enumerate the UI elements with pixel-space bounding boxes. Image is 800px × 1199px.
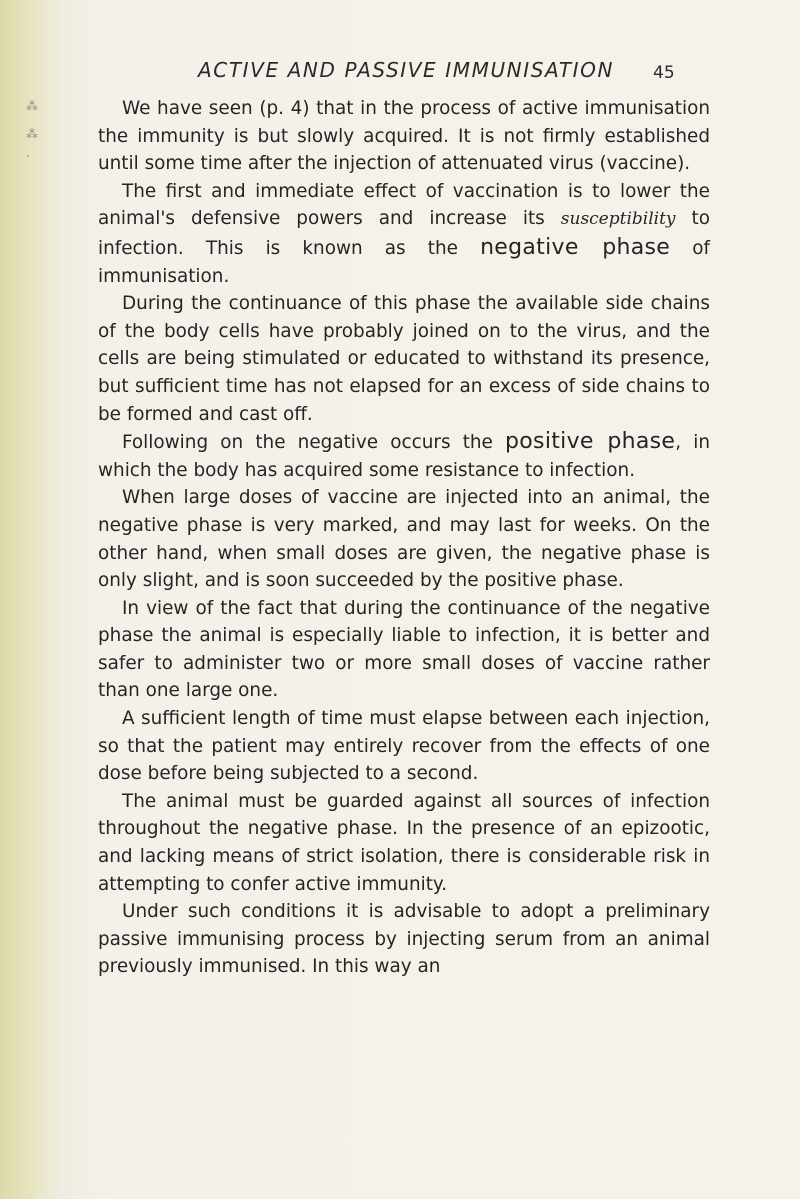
paragraph: Under such conditions it is advisable to adopt a preliminary passive immunising process by injecting serum from an animal previously immunised. In this way an <box>98 901 710 978</box>
body-text <box>98 95 710 981</box>
page-number: 45 <box>653 63 675 83</box>
emphasis-text: susceptibility <box>560 209 676 230</box>
text-run: The first and immediate effect of vaccination is to lower the animal's defensive powers and increase its <box>98 180 710 230</box>
margin-mark: ⁂ <box>26 99 38 113</box>
paragraph: In view of the fact that during the continuance of the negative phase the animal is especially liable to infection, it is better and safer to administer two or more small doses of vaccine rather than one large one. <box>98 597 710 702</box>
paragraph: We have seen (p. 4) that in the process of active immunisation the immunity is but slowly acquired. It is not firmly established until some time after the injection of attenuated virus (vaccine). <box>98 98 710 175</box>
text-run: to infection. This is known as the <box>98 208 710 259</box>
text-run: of immunisation. <box>98 237 710 287</box>
paragraph <box>98 178 710 290</box>
margin-mark: · <box>26 149 30 163</box>
paragraph: A sufficient length of time must elapse between each injection, so that the patient may entirely recover from the effects of one dose before being subjected to a second. <box>98 708 710 785</box>
paragraph <box>98 428 710 484</box>
key-term: negative phase <box>480 234 671 260</box>
text-run: Following on the negative occurs the <box>122 432 506 454</box>
paragraph: During the continuance of this phase the available side chains of the body cells have probably joined on to the virus, and the cells are being stimulated or educated to withstand its presence, but sufficient time has not elapsed for an excess of side chains to be formed and cast off. <box>98 293 710 425</box>
page-header <box>0 58 800 88</box>
key-term: positive phase <box>505 429 676 455</box>
margin-mark: ⁂ <box>26 127 38 141</box>
running-title: ACTIVE AND PASSIVE IMMUNISATION <box>198 58 615 82</box>
text-run: , in which the body has acquired some resistance to infection. <box>98 432 710 481</box>
paragraph: When large doses of vaccine are injected into an animal, the negative phase is very marked, and may last for weeks. On the other hand, when small doses are given, the negative phase is only slight, and is soon succeeded by the positive phase. <box>98 487 710 592</box>
paragraph: The animal must be guarded against all sources of infection throughout the negative phase. In the presence of an epizootic, and lacking means of strict isolation, there is considerable risk in attempting to confer active immunity. <box>98 790 710 895</box>
